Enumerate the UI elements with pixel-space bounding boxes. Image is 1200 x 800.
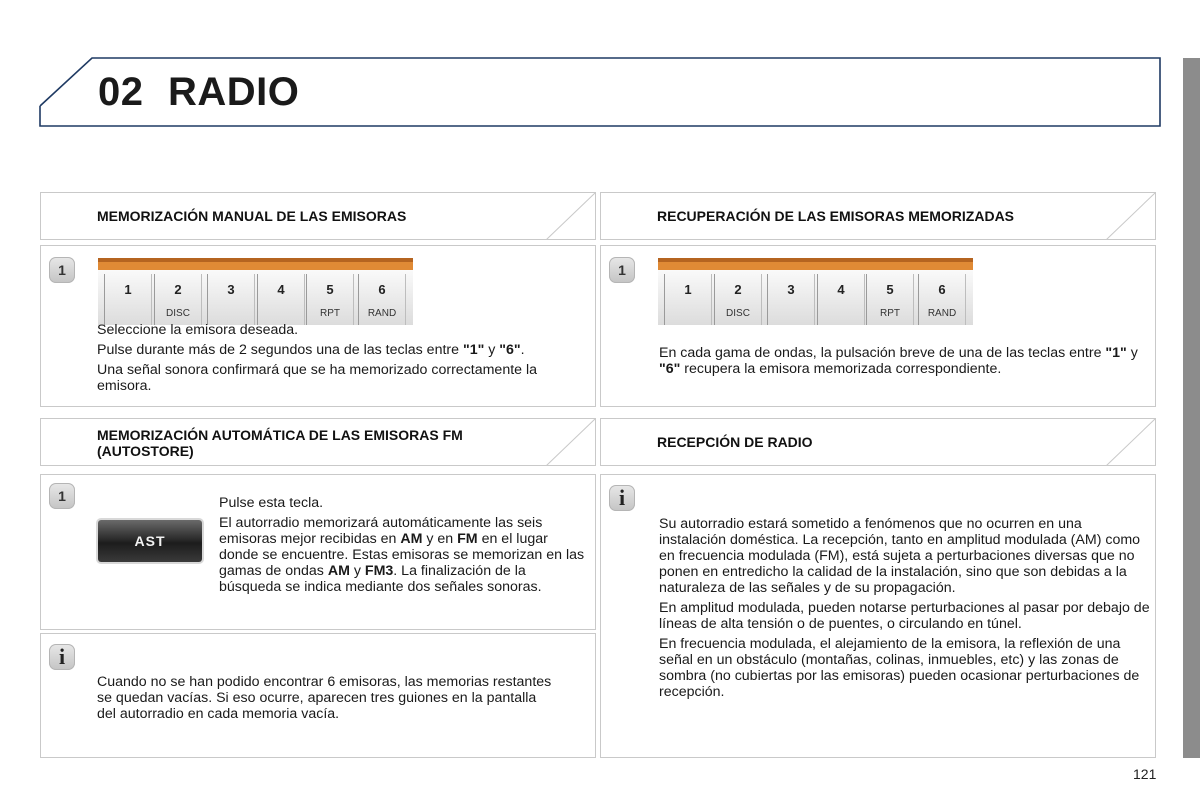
paragraph: Seleccione la emisora deseada. bbox=[97, 322, 299, 338]
section-header-radio-reception bbox=[600, 418, 1156, 466]
header-corner-decoration bbox=[546, 192, 596, 240]
preset-key-3: 3 bbox=[207, 274, 255, 325]
autostore-text bbox=[219, 495, 589, 599]
preset-key-2: 2 DISC bbox=[714, 274, 762, 325]
manual-memorization-box bbox=[40, 245, 596, 407]
preset-key-1: 1 bbox=[104, 274, 152, 325]
empty-memories-note-box bbox=[40, 633, 596, 758]
recall-text: En cada gama de ondas, la pulsación breve de una de las teclas entre "1" y "6" recupera la emisora memorizada correspondiente. bbox=[659, 345, 1138, 377]
preset-key-4: 4 bbox=[817, 274, 865, 325]
step-badge: 1 bbox=[49, 483, 75, 509]
section-heading: MEMORIZACIÓN AUTOMÁTICA DE LAS EMISORAS FM (AUTOSTORE) bbox=[97, 427, 463, 459]
preset-key-1: 1 bbox=[664, 274, 712, 325]
section-heading: RECEPCIÓN DE RADIO bbox=[657, 434, 813, 450]
section-header-autostore bbox=[40, 418, 596, 466]
manual-memorization-text bbox=[97, 322, 587, 398]
preset-key-5: 5 RPT bbox=[866, 274, 914, 325]
empty-memories-text: Cuando no se han podido encontrar 6 emisoras, las memorias restantes se quedan vacías. Si eso ocurre, aparecen tres guiones en la pantalla del autorradio en cada memoria vacía. bbox=[97, 674, 552, 722]
preset-key-2: 2 DISC bbox=[154, 274, 202, 325]
chapter-title: RADIO bbox=[168, 70, 300, 114]
section-header-manual-memorization bbox=[40, 192, 596, 240]
page-number: 121 bbox=[1133, 766, 1157, 782]
chapter-tab-bar bbox=[1183, 58, 1200, 758]
preset-key-4: 4 bbox=[257, 274, 305, 325]
radio-reception-box bbox=[600, 474, 1156, 758]
preset-key-6: 6 RAND bbox=[358, 274, 406, 325]
info-icon: i bbox=[609, 485, 635, 511]
radio-reception-text bbox=[659, 516, 1151, 704]
preset-key-5: 5 RPT bbox=[306, 274, 354, 325]
section-heading: MEMORIZACIÓN MANUAL DE LAS EMISORAS bbox=[97, 208, 407, 224]
paragraph: El autorradio memorizará automáticamente las seis emisoras mejor recibidas en AM y en FM en el lugar donde se encuentre. Estas emisoras se memorizan en las gamas de ondas AM y FM3. La finalización de la búsqueda se indica mediante dos señales sonoras. bbox=[219, 515, 585, 595]
ast-button: AST bbox=[98, 520, 202, 562]
recall-memorized-box bbox=[600, 245, 1156, 407]
paragraph: Pulse esta tecla. bbox=[219, 495, 324, 511]
section-heading: RECUPERACIÓN DE LAS EMISORAS MEMORIZADAS bbox=[657, 208, 1015, 224]
header-corner-decoration bbox=[1106, 418, 1156, 466]
chapter-number: 02 bbox=[98, 70, 144, 114]
paragraph: Una señal sonora confirmará que se ha memorizado correctamente la emisora. bbox=[97, 362, 538, 394]
paragraph: En amplitud modulada, pueden notarse perturbaciones al pasar por debajo de líneas de alta tensión o de puentes, o circulando en túnel. bbox=[659, 600, 1150, 632]
autostore-box bbox=[40, 474, 596, 630]
paragraph: Su autorradio estará sometido a fenómenos que no ocurren en una instalación doméstica. La recepción, tanto en amplitud modulada (AM) como en frecuencia modulada (FM), está sujeta a perturbaciones diversas que no ponen en entredicho la calidad de la instalación, sino que son debidas a la naturaleza de las señales y de su propagación. bbox=[659, 516, 1141, 596]
radio-preset-keypad bbox=[98, 258, 413, 325]
paragraph: Pulse durante más de 2 segundos una de las teclas entre "1" y "6". bbox=[97, 342, 525, 358]
step-badge: 1 bbox=[49, 257, 75, 283]
preset-key-6: 6 RAND bbox=[918, 274, 966, 325]
info-icon: i bbox=[49, 644, 75, 670]
radio-preset-keypad bbox=[658, 258, 973, 325]
step-badge: 1 bbox=[609, 257, 635, 283]
header-corner-decoration bbox=[546, 418, 596, 466]
section-header-recall-memorized bbox=[600, 192, 1156, 240]
header-corner-decoration bbox=[1106, 192, 1156, 240]
preset-key-3: 3 bbox=[767, 274, 815, 325]
paragraph: En frecuencia modulada, el alejamiento de la emisora, la reflexión de una señal en un obstáculo (montañas, colinas, inmuebles, etc) y las zonas de sombra (no cubiertas por las emisoras) pueden ocasionar perturbaciones de recepción. bbox=[659, 636, 1140, 700]
